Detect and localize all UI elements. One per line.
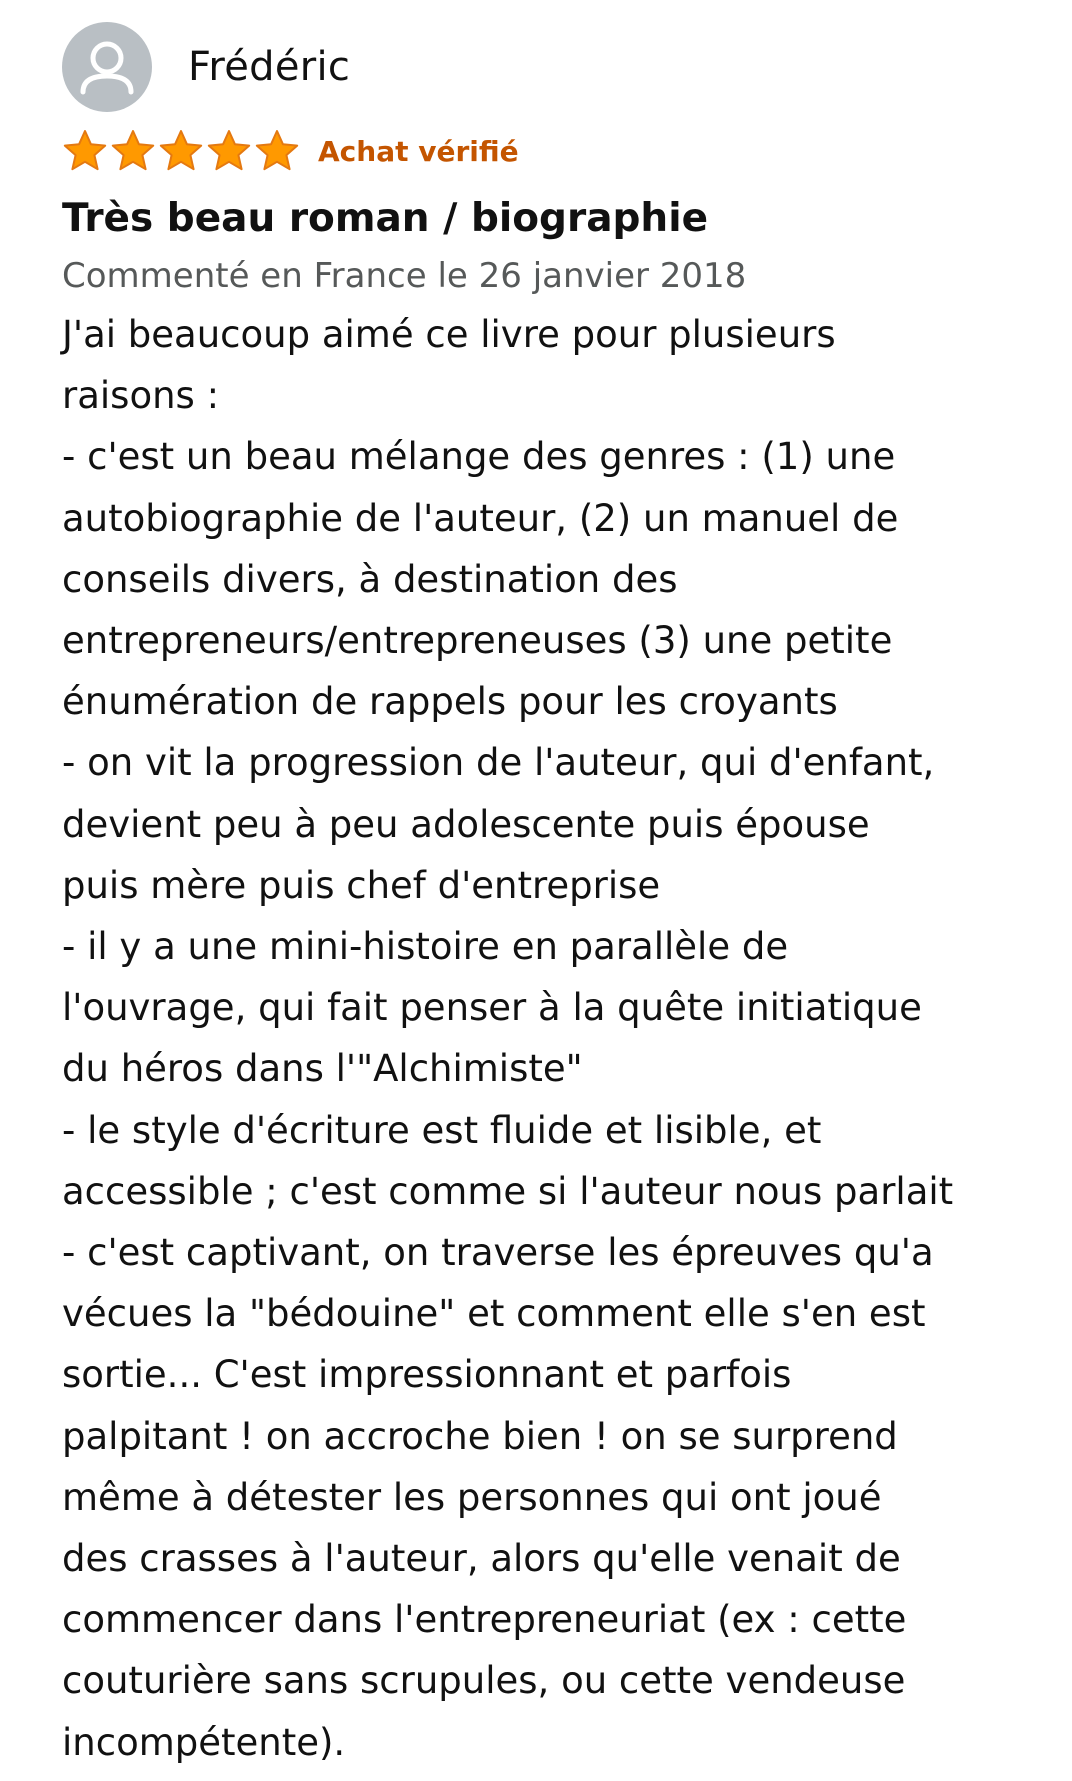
- rating-row: [62, 126, 1022, 176]
- verified-purchase-badge: Achat vérifié: [318, 134, 519, 168]
- review-body-line: - le style d'écriture est fluide et lisible, et: [62, 1108, 822, 1152]
- review-body-line: couturière sans scrupules, ou cette vendeuse: [62, 1659, 906, 1703]
- star-rating[interactable]: [62, 128, 302, 174]
- review-body-line: vécues la "bédouine" et comment elle s'en est: [62, 1292, 926, 1336]
- star-icon: [206, 128, 252, 174]
- review-body-line: autobiographie de l'auteur, (2) un manuel de: [62, 496, 899, 540]
- review-body-line: commencer dans l'entrepreneuriat (ex : cette: [62, 1598, 907, 1642]
- review-body-line: accessible ; c'est comme si l'auteur nous parlait: [62, 1169, 954, 1213]
- star-icon: [158, 128, 204, 174]
- star-icon: [62, 128, 108, 174]
- review-body-line: raisons :: [62, 374, 220, 418]
- review-body-line: même à détester les personnes qui ont joué: [62, 1475, 882, 1519]
- review-body-line: conseils divers, à destination des: [62, 557, 678, 601]
- review-body-line: - il y a une mini-histoire en parallèle de: [62, 925, 789, 969]
- review-body-line: des crasses à l'auteur, alors qu'elle venait de: [62, 1537, 901, 1581]
- star-icon: [110, 128, 156, 174]
- review-body-line: du héros dans l'"Alchimiste": [62, 1047, 583, 1091]
- review-body-line: - c'est un beau mélange des genres : (1) une: [62, 435, 896, 479]
- review-body-line: sortie... C'est impressionnant et parfois: [62, 1353, 792, 1397]
- review-body-line: J'ai beaucoup aimé ce livre pour plusieurs: [62, 313, 836, 356]
- review-date: Commenté en France le 26 janvier 2018: [62, 256, 747, 296]
- review-body-line: énumération de rappels pour les croyants: [62, 680, 838, 724]
- reviewer-name[interactable]: Frédéric: [188, 44, 351, 90]
- review-title[interactable]: Très beau roman / biographie: [62, 196, 709, 241]
- review-body: [62, 304, 1022, 1773]
- review-card: [62, 22, 1022, 1773]
- review-body-line: incompétente).: [62, 1720, 346, 1764]
- review-body-line: l'ouvrage, qui fait penser à la quête initiatique: [62, 986, 922, 1030]
- review-body-line: - on vit la progression de l'auteur, qui d'enfant,: [62, 741, 935, 785]
- review-body-line: palpitant ! on accroche bien ! on se surprend: [62, 1414, 898, 1458]
- user-avatar-icon[interactable]: [62, 22, 152, 112]
- review-body-line: puis mère puis chef d'entreprise: [62, 863, 661, 907]
- review-header: [62, 22, 1022, 112]
- review-body-line: - c'est captivant, on traverse les épreuves qu'a: [62, 1231, 934, 1275]
- review-body-line: devient peu à peu adolescente puis épouse: [62, 802, 870, 846]
- review-body-line: entrepreneurs/entrepreneuses (3) une petite: [62, 619, 893, 663]
- star-icon: [254, 128, 300, 174]
